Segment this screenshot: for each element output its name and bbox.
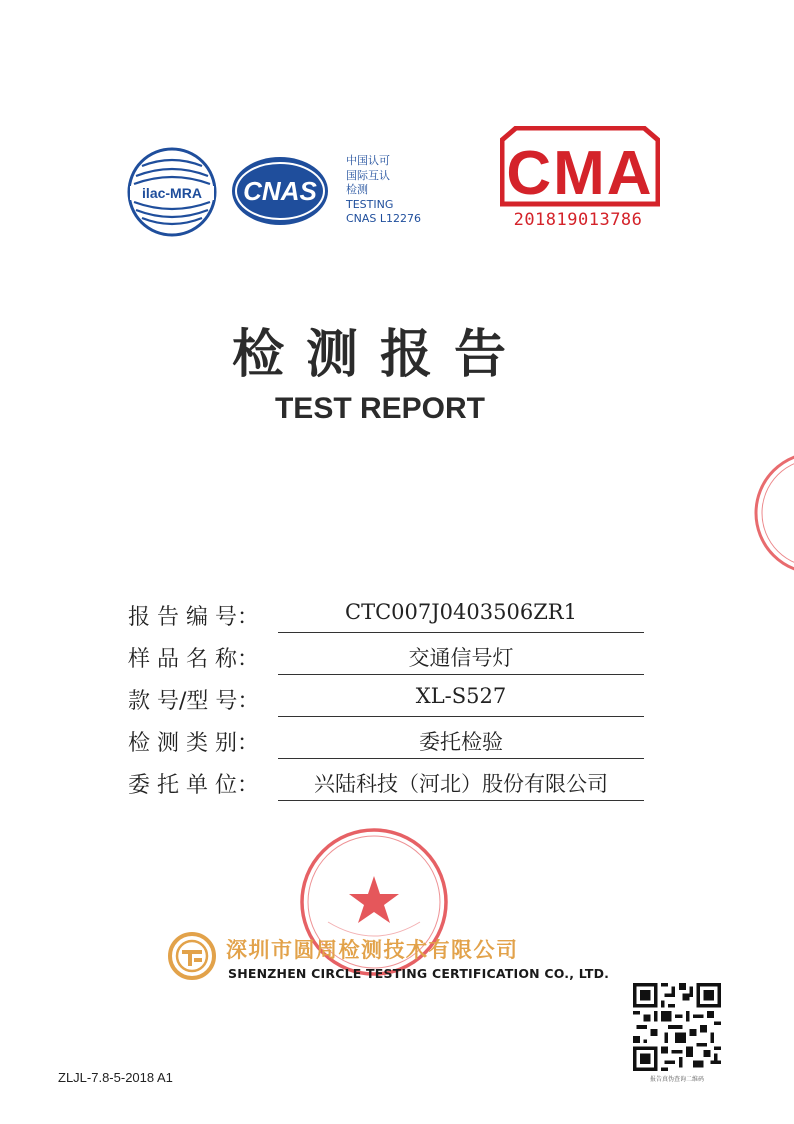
info-row-sample-name bbox=[128, 638, 648, 680]
info-value: XL-S527 bbox=[278, 684, 644, 717]
cma-number: 201819013786 bbox=[513, 210, 643, 230]
document-code: ZLJL-7.8-5-2018 A1 bbox=[58, 1070, 173, 1085]
ilac-text: ilac-MRA bbox=[142, 185, 202, 201]
info-row-model bbox=[128, 680, 648, 722]
cnas-line: 检测 bbox=[346, 183, 368, 196]
info-value: CTC007J0403506ZR1 bbox=[278, 600, 644, 633]
info-value: 委托检验 bbox=[278, 726, 644, 759]
cnas-line: CNAS L12276 bbox=[346, 212, 422, 225]
circle-testing-logo bbox=[166, 930, 218, 982]
company-name-cn: 深圳市圆周检测技术有限公司 bbox=[226, 938, 519, 962]
cnas-line: TESTING bbox=[346, 197, 394, 211]
info-label: 委 托 单 位： bbox=[128, 773, 259, 798]
info-row-test-type bbox=[128, 722, 648, 764]
cma-text: CMA bbox=[506, 139, 654, 208]
report-info-table bbox=[128, 596, 648, 806]
info-value: 兴陆科技（河北）股份有限公司 bbox=[278, 768, 644, 801]
cnas-accreditation-text bbox=[346, 154, 421, 227]
info-value: 交通信号灯 bbox=[278, 642, 644, 675]
report-title-en: TEST REPORT bbox=[274, 392, 485, 425]
cnas-line: 国际互认 bbox=[346, 168, 390, 182]
cnas-line: 中国认可 bbox=[346, 154, 390, 167]
info-label: 款 号/型 号： bbox=[128, 689, 260, 714]
company-name-en: SHENZHEN CIRCLE TESTING CERTIFICATION CO., LTD. bbox=[228, 966, 610, 981]
info-row-client bbox=[128, 764, 648, 806]
info-label: 检 测 类 别： bbox=[128, 731, 259, 756]
info-label: 报 告 编 号： bbox=[128, 605, 259, 630]
info-label: 样 品 名 称： bbox=[128, 647, 259, 672]
report-title-cn: 检测报告 bbox=[231, 325, 528, 385]
edge-seal bbox=[748, 448, 794, 578]
verification-qr-code[interactable] bbox=[633, 983, 721, 1071]
qr-caption: 报告真伪查询二维码 bbox=[649, 1076, 704, 1083]
ilac-mra-logo bbox=[126, 146, 218, 238]
info-row-report-number bbox=[128, 596, 648, 638]
cnas-text: CNAS bbox=[243, 176, 317, 206]
cnas-logo bbox=[230, 154, 330, 228]
